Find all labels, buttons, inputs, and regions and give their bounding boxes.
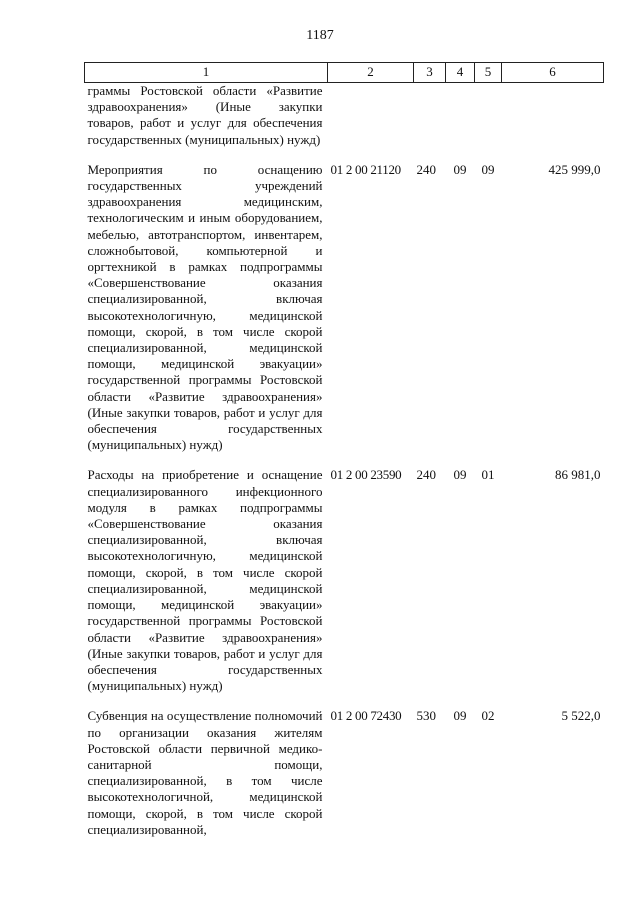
header-col-5: 5: [475, 63, 502, 83]
row-target-code: [328, 83, 414, 162]
page-number: 1187: [306, 28, 334, 43]
row-amount: [502, 83, 604, 162]
budget-table: [84, 62, 604, 838]
row-target-code: 01 2 00 23590: [330, 467, 402, 483]
table-row: [85, 83, 604, 162]
row-section: [446, 83, 475, 162]
row-section: 09: [453, 467, 467, 483]
header-col-6: 6: [502, 63, 604, 83]
header-col-3: 3: [414, 63, 446, 83]
table-row: [85, 467, 604, 708]
row-amount: 425 999,0: [548, 161, 601, 177]
row-description: Мероприятия по оснащению государственных учреждений здравоохранения медицинским, технологическим и иным оборудованием, мебелью, автотранспортом, инвентарем, сложнобытовой, компьютерной и оргтехникой в рамках подпрограммы «Совершенствование оказания специализированной, включая высокотехнологичную, медицинской помощи, скорой, в том числе скорой специализированной, медицинской помощи, медицинской эвакуации» государственной программы Ростовской области «Развитие здравоохранения» (Иные закупки товаров, работ и услуг для обеспечения государственных (муниципальных) нужд): [87, 161, 323, 453]
row-description: граммы Ростовской области «Развитие здравоохранения» (Иные закупки товаров, работ и услуг для обеспечения государственных (муниципальных) нужд): [87, 83, 323, 147]
row-description: Субвенция на осуществление полномочий по организации оказания жителям Ростовской области первичной медико-санитарной помощи, специализированной, в том числе высокотехнологичной, медицинской помощи, скорой, в том числе скорой специализированной,: [87, 708, 323, 837]
table-header-row: [85, 63, 604, 83]
row-section: 09: [453, 708, 467, 724]
row-section: 09: [453, 161, 467, 177]
row-expense-type: 240: [416, 467, 436, 483]
row-subsection: 01: [481, 467, 495, 483]
row-expense-type: [414, 83, 446, 162]
row-target-code: 01 2 00 21120: [330, 161, 401, 177]
table-row: [85, 162, 604, 468]
row-target-code: 01 2 00 72430: [330, 708, 402, 724]
row-subsection: [475, 83, 502, 162]
header-col-2: 2: [328, 63, 414, 83]
row-amount: 86 981,0: [555, 467, 601, 483]
table-row: [85, 708, 604, 838]
row-amount: 5 522,0: [561, 708, 601, 724]
row-expense-type: 240: [416, 161, 436, 177]
header-col-1: 1: [85, 63, 328, 83]
row-subsection: 02: [481, 708, 495, 724]
row-description: Расходы на приобретение и оснащение специализированного инфекционного модуля в рамках подпрограммы «Совершенствование оказания специализированной, включая высокотехнологичную, медицинской помощи, скорой, в том числе скорой специализированной, медицинской помощи, медицинской эвакуации» государственной программы Ростовской области «Развитие здравоохранения» (Иные закупки товаров, работ и услуг для обеспечения государственных (муниципальных) нужд): [87, 467, 323, 694]
row-expense-type: 530: [416, 708, 436, 724]
row-subsection: 09: [481, 161, 495, 177]
header-col-4: 4: [446, 63, 475, 83]
